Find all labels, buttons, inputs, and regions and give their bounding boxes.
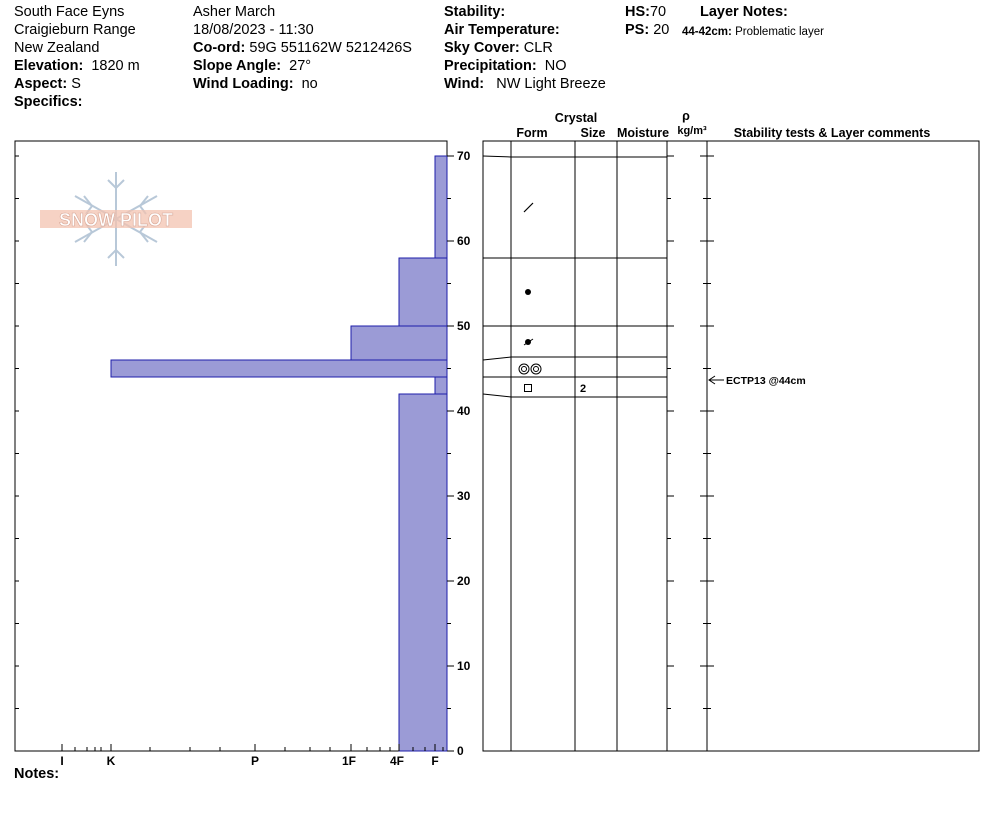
hardness-bar-4 xyxy=(435,377,447,394)
ps: PS: 20 xyxy=(625,22,670,38)
size-header: Size xyxy=(580,126,606,140)
form-symbols xyxy=(519,203,541,392)
crystal-header: Crystal xyxy=(554,111,598,125)
hardness-tick-label: 1F xyxy=(341,754,357,768)
layer-connector-line xyxy=(483,156,511,157)
hardness-tick-label: I xyxy=(60,754,64,768)
air-temperature: Air Temperature: xyxy=(444,22,560,38)
depth-tick-label: 70 xyxy=(457,149,471,163)
hardness-bar-2 xyxy=(351,326,447,360)
rounded-icon xyxy=(525,289,531,295)
hs: HS:70 xyxy=(625,4,667,20)
depth-tick-label: 50 xyxy=(457,319,471,333)
hardness-bar-0 xyxy=(435,156,447,258)
layer-table-frame xyxy=(483,141,979,751)
layer-notes-title: Layer Notes: xyxy=(700,4,788,20)
left-axis-ticks xyxy=(15,156,19,751)
observer-name: Asher March xyxy=(193,4,276,20)
hardness-axis xyxy=(60,744,443,768)
melt-freeze-icon xyxy=(524,339,533,345)
hardness-tick-label: P xyxy=(250,754,260,768)
coordinates: Co-ord: 59G 551162W 5212426S xyxy=(193,40,412,56)
layer-note-entry: 44-42cm: Problematic layer xyxy=(682,26,824,38)
notes-label: Notes: xyxy=(14,766,60,782)
aspect: Aspect: S xyxy=(14,76,81,92)
size-labels xyxy=(580,383,586,395)
hardness-bars xyxy=(111,156,447,751)
stability-header: Stability tests & Layer comments xyxy=(733,126,931,140)
hardness-tick-label: 4F xyxy=(389,754,405,768)
wind-loading: Wind Loading: no xyxy=(193,76,318,92)
form-mark xyxy=(522,367,527,372)
hardness-bar-5 xyxy=(399,394,447,751)
elevation: Elevation: 1820 m xyxy=(14,58,140,74)
depth-tick-label: 20 xyxy=(457,574,471,588)
precipitation: Precipitation: NO xyxy=(444,58,567,74)
specifics: Specifics: xyxy=(14,94,83,110)
form-mark xyxy=(531,364,541,374)
decomposing-icon xyxy=(524,203,533,212)
hardness-tick-label: F xyxy=(431,754,439,768)
depth-tick-label: 60 xyxy=(457,234,471,248)
sky-cover: Sky Cover: CLR xyxy=(444,40,553,56)
site-range: Craigieburn Range xyxy=(14,22,136,38)
size-label: 2 xyxy=(580,383,587,395)
site-name: South Face Eyns xyxy=(14,4,125,20)
moisture-header: Moisture xyxy=(616,126,670,140)
faceted-icon xyxy=(525,385,532,392)
logo-text: SNOW PILOT xyxy=(59,210,173,230)
form-mark xyxy=(524,203,533,212)
depth-tick-label: 30 xyxy=(457,489,471,503)
depth-tick-label: 0 xyxy=(457,744,464,758)
density-symbol-header: ρ xyxy=(682,109,690,123)
depth-tick-label: 10 xyxy=(457,659,471,673)
form-mark xyxy=(525,289,531,295)
layer-connector-line xyxy=(483,394,511,397)
hardness-chart-frame xyxy=(15,141,447,751)
stability-test-label: ECTP13 @44cm xyxy=(726,375,806,387)
stability: Stability: xyxy=(444,4,506,20)
density-unit-header: kg/m³ xyxy=(677,125,707,137)
wind: Wind: NW Light Breeze xyxy=(444,76,606,92)
stability-test-annotation xyxy=(709,375,806,387)
hardness-bar-1 xyxy=(399,258,447,326)
observation-datetime: 18/08/2023 - 11:30 xyxy=(193,22,314,38)
form-mark xyxy=(525,385,532,392)
layer-connector-line xyxy=(483,357,511,360)
depth-axis xyxy=(447,149,471,758)
hoar-icon xyxy=(519,364,541,374)
form-header: Form xyxy=(516,126,548,140)
snowpilot-logo xyxy=(40,172,192,266)
form-mark xyxy=(534,367,539,372)
slope-angle: Slope Angle: 27° xyxy=(193,58,312,74)
site-country: New Zealand xyxy=(14,40,100,56)
hardness-tick-label: K xyxy=(106,754,116,768)
depth-tick-label: 40 xyxy=(457,404,471,418)
hardness-bar-3 xyxy=(111,360,447,377)
form-mark xyxy=(519,364,529,374)
